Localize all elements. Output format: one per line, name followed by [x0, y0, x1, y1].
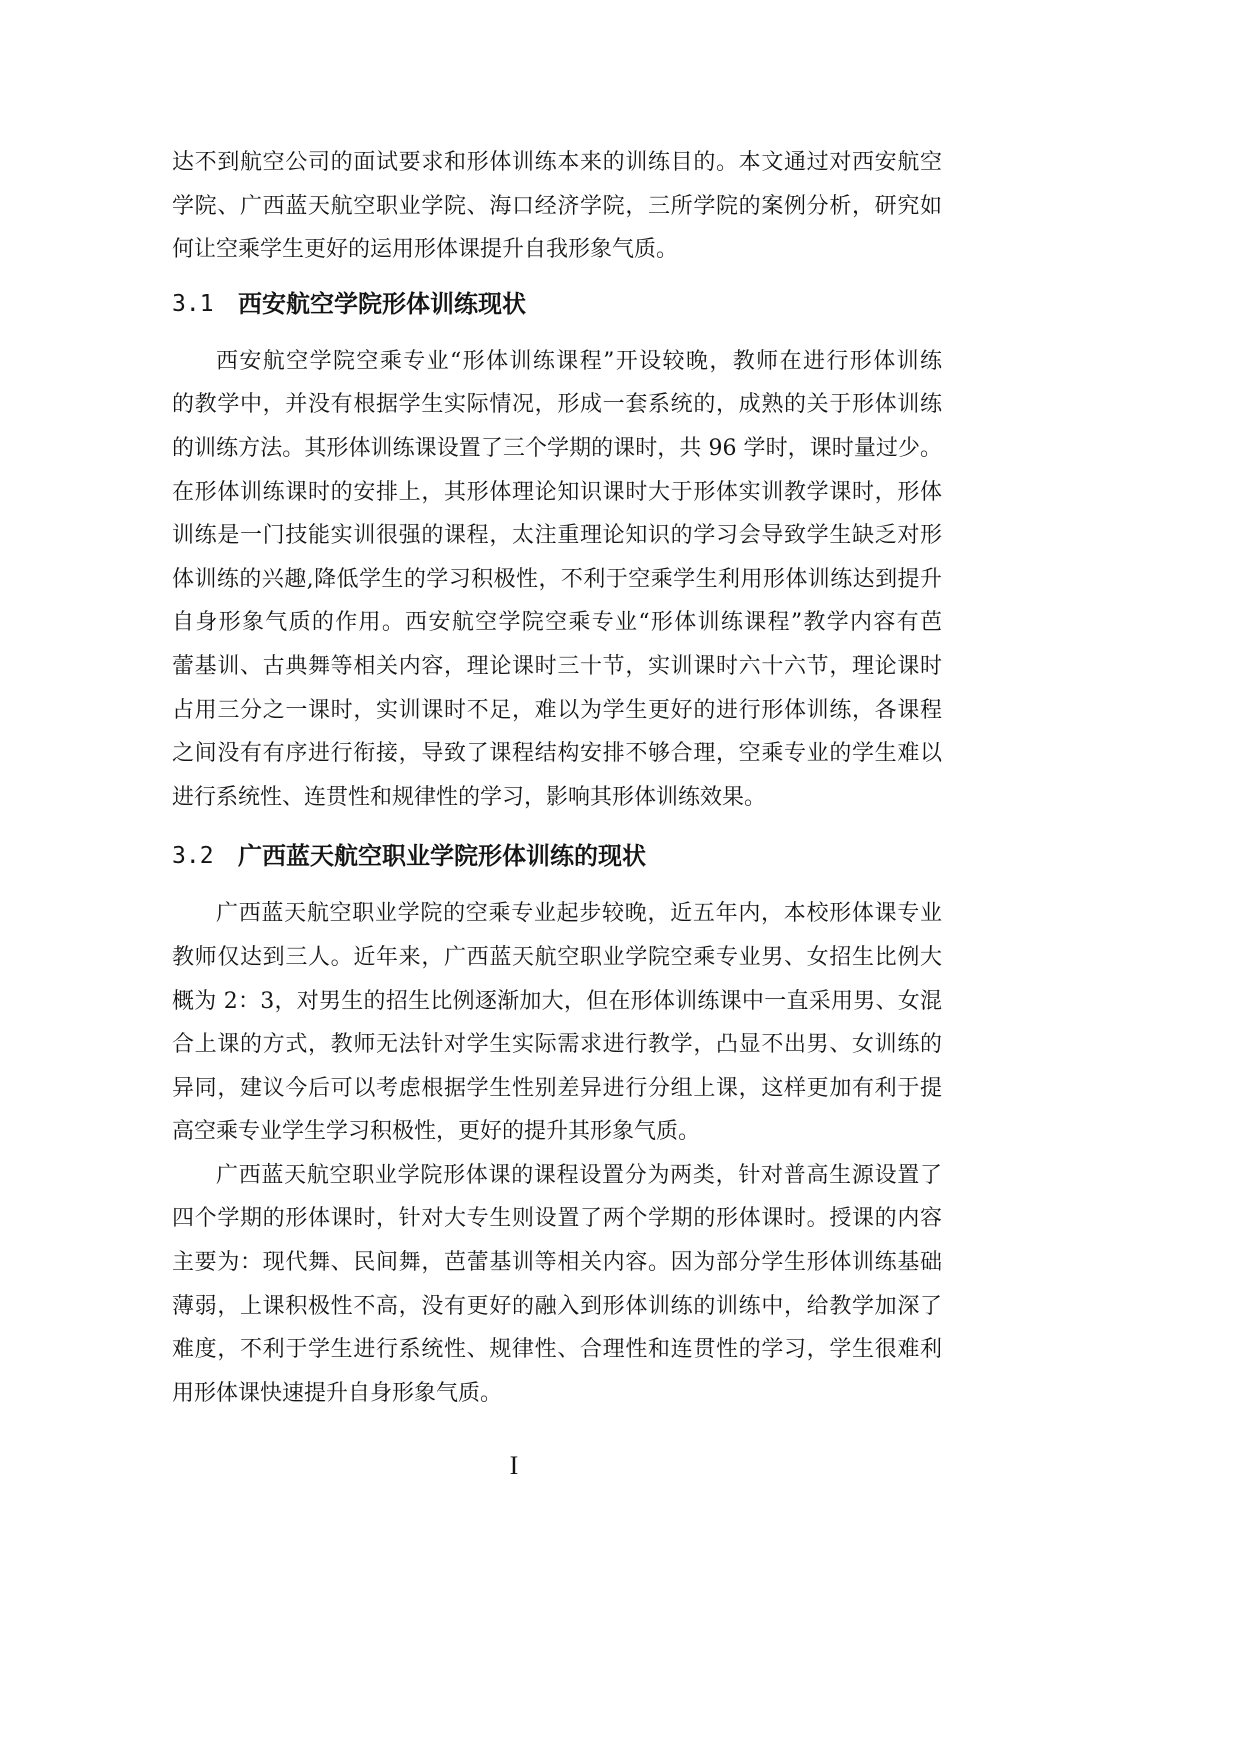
section-number: 3.2 — [172, 843, 214, 870]
text-line: 之间没有有序进行衔接，导致了课程结构安排不够合理，空乘专业的学生难以 — [172, 741, 942, 767]
section-heading — [172, 834, 942, 878]
text-line: 进行系统性、连贯性和规律性的学习，影响其形体训练效果。 — [172, 784, 767, 810]
text-line: 的教学中，并没有根据学生实际情况，形成一套系统的，成熟的关于形体训练 — [172, 392, 942, 418]
paragraph — [172, 892, 942, 1154]
paragraph — [172, 340, 942, 820]
text-line: 体训练的兴趣,降低学生的学习积极性，不利于空乘学生利用形体训练达到提升 — [172, 566, 942, 592]
section-number: 3.1 — [172, 290, 214, 317]
paragraph — [172, 141, 942, 272]
text-line: 概为 2：3，对男生的招生比例逐渐加大，但在形体训练课中一直采用男、女混 — [172, 988, 942, 1014]
text-line: 四个学期的形体课时，针对大专生则设置了两个学期的形体课时。授课的内容 — [172, 1206, 942, 1232]
text-line: 异同，建议今后可以考虑根据学生性别差异进行分组上课，这样更加有利于提 — [172, 1075, 942, 1101]
text-line: 在形体训练课时的安排上，其形体理论知识课时大于形体实训教学课时，形体 — [172, 479, 942, 505]
section-title: 广西蓝天航空职业学院形体训练的现状 — [238, 842, 646, 871]
paragraph — [172, 1154, 942, 1416]
text-line: 训练是一门技能实训很强的课程，太注重理论知识的学习会导致学生缺乏对形 — [172, 523, 942, 549]
text-line: 高空乘专业学生学习积极性，更好的提升其形象气质。 — [172, 1119, 701, 1145]
section-title: 西安航空学院形体训练现状 — [238, 289, 526, 318]
text-line: 合上课的方式，教师无法针对学生实际需求进行教学，凸显不出男、女训练的 — [172, 1032, 942, 1058]
text-line: 的训练方法。其形体训练课设置了三个学期的课时，共 96 学时，课时量过少。 — [172, 435, 942, 461]
text-line: 占用三分之一课时，实训课时不足，难以为学生更好的进行形体训练，各课程 — [172, 697, 942, 723]
text-line: 广西蓝天航空职业学院形体课的课程设置分为两类，针对普高生源设置了 — [216, 1162, 942, 1188]
text-line: 何让空乘学生更好的运用形体课提升自我形象气质。 — [172, 237, 679, 263]
text-line: 难度，不利于学生进行系统性、规律性、合理性和连贯性的学习，学生很难利 — [172, 1337, 942, 1363]
text-line: 广西蓝天航空职业学院的空乘专业起步较晚，近五年内，本校形体课专业 — [216, 901, 942, 927]
page-body — [172, 141, 942, 1415]
text-line: 西安航空学院空乘专业“形体训练课程”开设较晚，教师在进行形体训练 — [216, 348, 942, 374]
text-line: 用形体课快速提升自身形象气质。 — [172, 1380, 503, 1406]
text-line: 薄弱，上课积极性不高，没有更好的融入到形体训练的训练中，给教学加深了 — [172, 1293, 942, 1319]
text-line: 学院、广西蓝天航空职业学院、海口经济学院，三所学院的案例分析，研究如 — [172, 193, 942, 219]
text-line: 达不到航空公司的面试要求和形体训练本来的训练目的。本文通过对西安航空 — [172, 150, 942, 175]
text-line: 主要为：现代舞、民间舞，芭蕾基训等相关内容。因为部分学生形体训练基础 — [172, 1250, 942, 1276]
section-heading — [172, 282, 942, 326]
text-line: 蕾基训、古典舞等相关内容，理论课时三十节，实训课时六十六节，理论课时 — [172, 653, 942, 679]
text-line: 教师仅达到三人。近年来，广西蓝天航空职业学院空乘专业男、女招生比例大 — [172, 944, 942, 970]
page-number: I — [509, 1451, 519, 1480]
text-line: 自身形象气质的作用。西安航空学院空乘专业“形体训练课程”教学内容有芭 — [172, 610, 942, 636]
